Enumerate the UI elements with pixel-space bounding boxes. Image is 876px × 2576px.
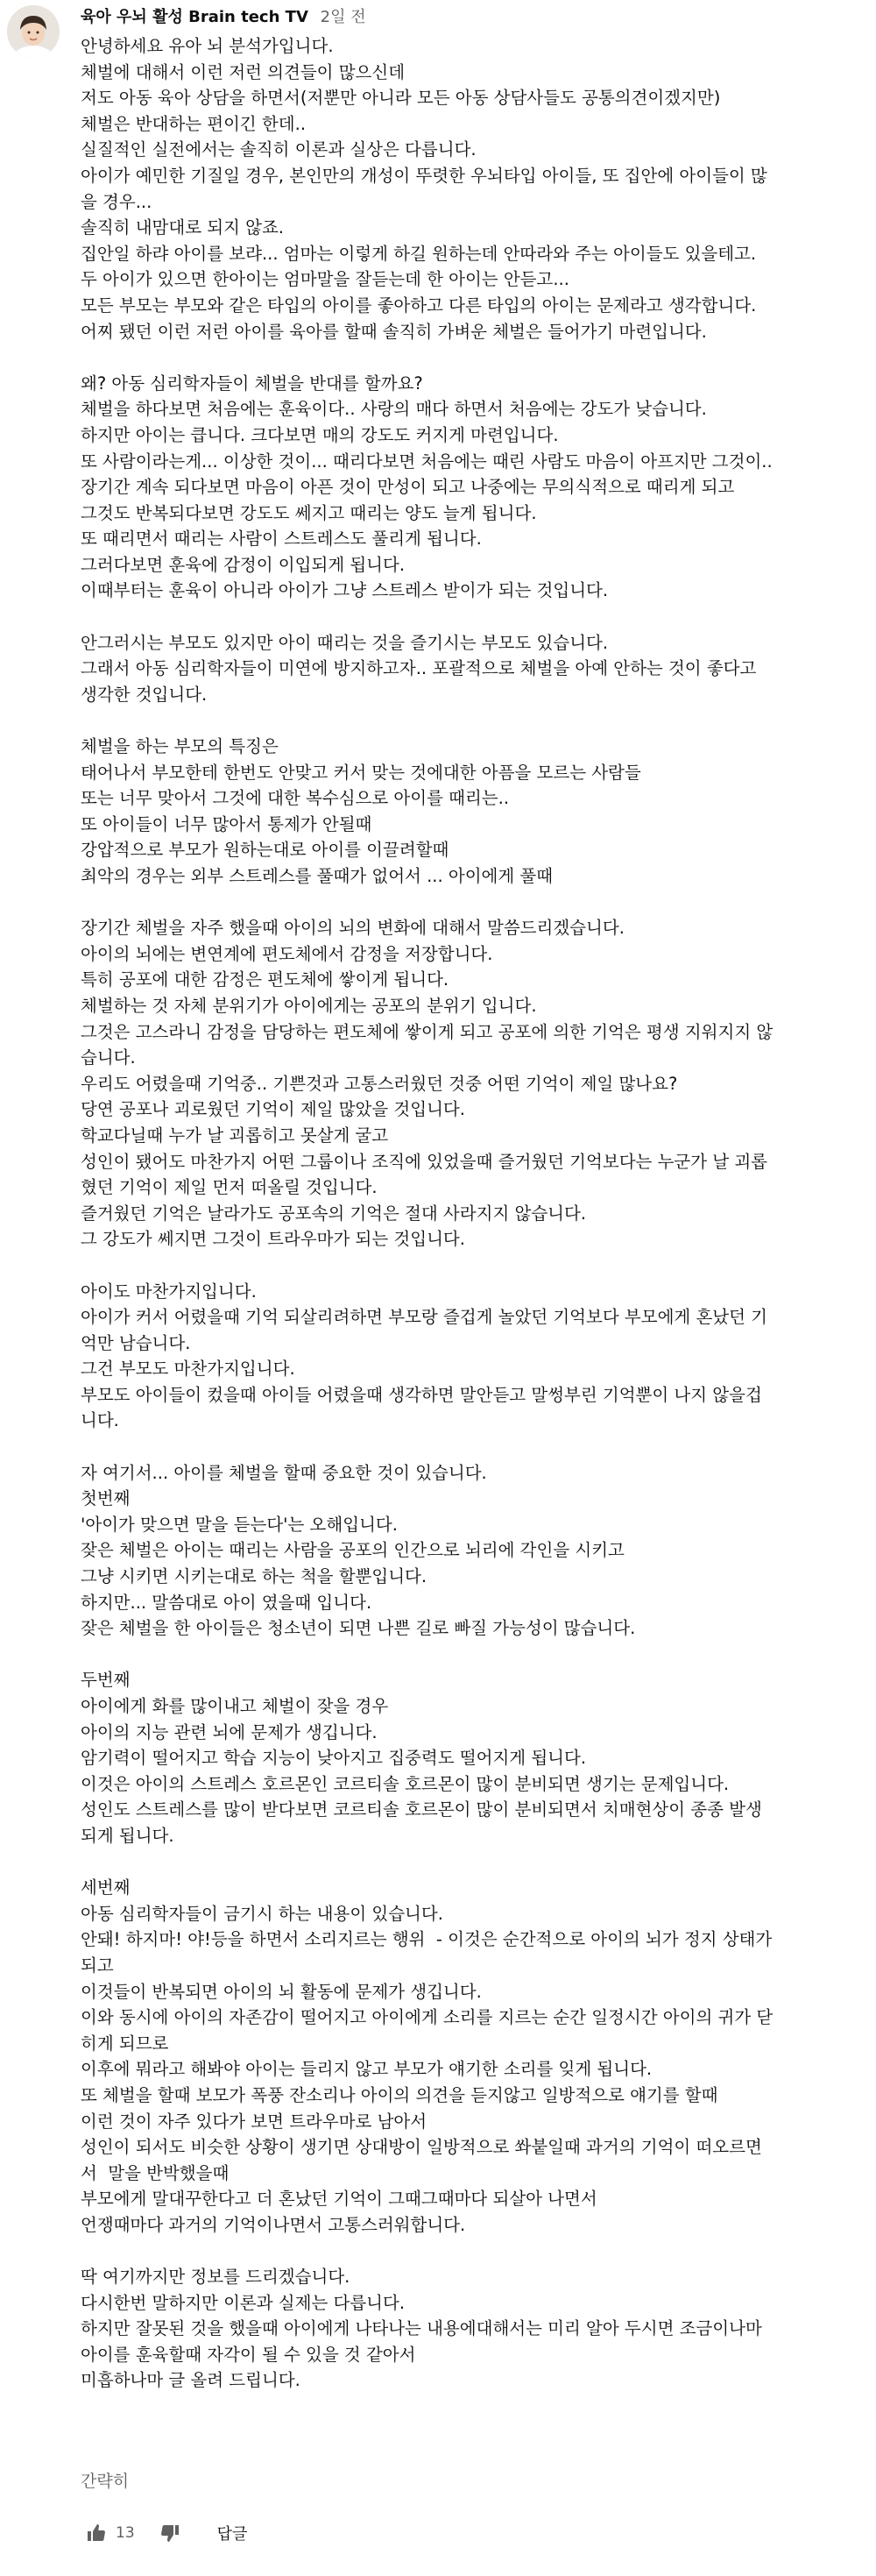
comment-paragraph bbox=[81, 1460, 869, 1642]
comment-paragraph bbox=[81, 630, 869, 708]
comment-line: 또 사람이라는게... 이상한 것이... 때리다보면 처음에는 때린 사람도 마음이 아프지만 그것이.. bbox=[81, 451, 773, 472]
comment-line: 딱 여기까지만 정보를 드리겠습니다. bbox=[81, 2267, 350, 2288]
comment-line: 부모에게 말대꾸한다고 더 혼났던 기억이 그때그때마다 되살아 나면서 bbox=[81, 2189, 597, 2210]
comment-line: 두 아이가 있으면 한아이는 엄마말을 잘듣는데 한 아이는 안듣고... bbox=[81, 269, 569, 290]
comment-line: 그것은 고스라니 감정을 담당하는 편도체에 쌓이게 되고 공포에 의한 기억은 평생 지워지지 않 bbox=[81, 1021, 774, 1042]
comment-line: 두번째 bbox=[81, 1670, 131, 1691]
comment-line: 또 때리면서 때리는 사람이 스트레스도 풀리게 됩니다. bbox=[81, 529, 482, 550]
comment-paragraph bbox=[81, 33, 869, 344]
comment-line: 아이도 마찬가지입니다. bbox=[81, 1281, 257, 1302]
comment-line: 장기간 체벌을 자주 했을때 아이의 뇌의 변화에 대해서 말씀드리겠습니다. bbox=[81, 918, 625, 939]
comment-line: 태어나서 부모한테 한번도 안맞고 커서 맞는 것에대한 아픔을 모르는 사람들 bbox=[81, 762, 641, 783]
comment-line: 이런 것이 자주 있다가 보면 트라우마로 남아서 bbox=[81, 2111, 427, 2132]
comment-line: 자 여기서... 아이를 체벌을 할때 중요한 것이 있습니다. bbox=[81, 1462, 487, 1483]
comment-header bbox=[81, 5, 366, 30]
thumbs-down-icon bbox=[159, 2523, 180, 2544]
comment-line: 아이의 지능 관련 뇌에 문제가 생깁니다. bbox=[81, 1721, 378, 1742]
comment-line: 체벌에 대해서 이런 저런 의견들이 많으신데 bbox=[81, 61, 406, 82]
comment-line: 그냥 시키면 시키는대로 하는 척을 할뿐입니다. bbox=[81, 1566, 427, 1587]
comment-toolbar bbox=[81, 2517, 247, 2549]
comment-line: 체벌을 하는 부모의 특징은 bbox=[81, 736, 279, 757]
comment-line: 장기간 계속 되다보면 마음이 아픈 것이 만성이 되고 나중에는 무의식적으로 때리게 되고 bbox=[81, 477, 735, 498]
comment-line: 을 경우... bbox=[81, 191, 152, 212]
comment-line: 히게 되므로 bbox=[81, 2033, 169, 2054]
comment-time[interactable]: 2일 전 bbox=[320, 8, 366, 26]
comment-line: 아이에게 화를 많이내고 체벌이 잦을 경우 bbox=[81, 1696, 389, 1716]
comment-line: 생각한 것입니다. bbox=[81, 684, 208, 705]
comment-line: 이것은 아이의 스트레스 호르몬인 코르티솔 호르몬이 많이 분비되면 생기는 문제입니다. bbox=[81, 1773, 730, 1794]
comment-paragraph bbox=[81, 1875, 869, 2238]
comment-line: 억만 남습니다. bbox=[81, 1332, 191, 1353]
comment-line: 안그러시는 부모도 있지만 아이 때리는 것을 즐기시는 부모도 있습니다. bbox=[81, 632, 609, 653]
comment-line: 즐거웠던 기억은 날라가도 공포속의 기억은 절대 사라지지 않습니다. bbox=[81, 1203, 587, 1224]
comment-line: 하지만... 말씀대로 아이 였을때 입니다. bbox=[81, 1592, 372, 1613]
comment-line: 강압적으로 부모가 원하는대로 아이를 이끌려할때 bbox=[81, 840, 449, 861]
comment-line: 니다. bbox=[81, 1410, 119, 1431]
comment-line: 성인이 됐어도 마찬가지 어떤 그룹이나 조직에 있었을때 즐거웠던 기억보다는 누군가 날 괴롭 bbox=[81, 1151, 767, 1172]
author-name[interactable]: 육아 우뇌 활성 Brain tech TV bbox=[81, 8, 308, 26]
comment-line: 되게 됩니다. bbox=[81, 1825, 174, 1846]
comment-line: 또는 너무 맞아서 그것에 대한 복수심으로 아이를 때리는.. bbox=[81, 788, 510, 809]
comment-line: 아이를 훈육할때 자각이 될 수 있을 것 같아서 bbox=[81, 2344, 416, 2365]
comment-line: 성인이 되서도 비슷한 상황이 생기면 상대방이 일방적으로 쏴붙일때 과거의 기억이 떠오르면 bbox=[81, 2137, 762, 2158]
comment-paragraph bbox=[81, 1667, 869, 1849]
comment-line: 아이가 커서 어렸을때 기억 되살리려하면 부모랑 즐겁게 놀았던 기억보다 부모에게 혼났던 기 bbox=[81, 1307, 767, 1328]
comment-line: 암기력이 떨어지고 학습 지능이 낮아지고 집중력도 떨어지게 됩니다. bbox=[81, 1748, 587, 1769]
like-count: 13 bbox=[116, 2524, 135, 2542]
comment-line: 특히 공포에 대한 감정은 편도체에 쌓이게 됩니다. bbox=[81, 969, 449, 990]
comment-line: 안돼! 하지마! 야!등을 하면서 소리지르는 행위 - 이것은 순간적으로 아이의 뇌가 정지 상태가 bbox=[81, 1929, 773, 1950]
comment-line: 잦은 체벌은 아이는 때리는 사람을 공포의 인간으로 뇌리에 각인을 시키고 bbox=[81, 1540, 625, 1561]
comment-line: 그러다보면 훈육에 감정이 이입되게 됩니다. bbox=[81, 554, 406, 575]
comment-line: 솔직히 내맘대로 되지 않죠. bbox=[81, 217, 285, 238]
comment-line: 혔던 기억이 제일 먼저 떠올릴 것입니다. bbox=[81, 1177, 378, 1198]
thumbs-up-icon bbox=[86, 2523, 107, 2544]
comment-paragraph bbox=[81, 2264, 869, 2394]
comment-line: 첫번째 bbox=[81, 1488, 131, 1509]
comment-line: 다시한번 말하지만 이론과 실제는 다릅니다. bbox=[81, 2292, 406, 2313]
comment-line: 안녕하세요 유아 뇌 분석가입니다. bbox=[81, 36, 334, 56]
comment-line: 부모도 아이들이 컸을때 아이들 어렸을때 생각하면 말안듣고 말썽부린 기억뿐이 나지 않을겁 bbox=[81, 1384, 762, 1405]
comment-paragraph bbox=[81, 915, 869, 1253]
comment-line: 습니다. bbox=[81, 1047, 136, 1068]
comment-line: 학교다닐때 누가 날 괴롭히고 못살게 굴고 bbox=[81, 1125, 389, 1146]
comment-line: 체벌을 하다보면 처음에는 훈육이다.. 사랑의 매다 하면서 처음에는 강도가 낮습니다. bbox=[81, 399, 707, 420]
comment-line: 우리도 어렸을때 기억중.. 기쁜것과 고통스러웠던 것중 어떤 기억이 제일 많나요? bbox=[81, 1073, 678, 1094]
comment-line: 성인도 스트레스를 많이 받다보면 코르티솔 호르몬이 많이 분비되면서 치매현상이 종종 발생 bbox=[81, 1799, 762, 1820]
comment-line: 체벌하는 것 자체 분위기가 아이에게는 공포의 분위기 입니다. bbox=[81, 995, 537, 1016]
comment-line: 당연 공포나 괴로웠던 기억이 제일 많았을 것입니다. bbox=[81, 1099, 465, 1120]
comment-line: 하지만 잘못된 것을 했을때 아이에게 나타나는 내용에대해서는 미리 알아 두시면 조금이나마 bbox=[81, 2318, 762, 2339]
comment-line: 이후에 뭐라고 해봐야 아이는 들리지 않고 부모가 얘기한 소리를 잊게 됩니다. bbox=[81, 2059, 653, 2080]
comment-line: 언쟁때마다 과거의 기억이나면서 고통스러워합니다. bbox=[81, 2214, 466, 2235]
reply-button[interactable]: 답글 bbox=[216, 2525, 248, 2544]
comment-line: 또 아이들이 너무 많아서 통제가 안될때 bbox=[81, 813, 372, 834]
comment-line: 서 말을 반박했을때 bbox=[81, 2162, 230, 2183]
comment-line: '아이가 맞으면 말을 듣는다'는 오해입니다. bbox=[81, 1514, 398, 1535]
comment-line: 이와 동시에 아이의 자존감이 떨어지고 아이에게 소리를 지르는 순간 일정시간 아이의 귀가 닫 bbox=[81, 2007, 774, 2028]
comment-line: 집안일 하랴 아이를 보랴... 엄마는 이렇게 하길 원하는데 안따라와 주는 아이들도 있을테고. bbox=[81, 243, 757, 264]
comment-line: 그것도 반복되다보면 강도도 쎄지고 때리는 양도 늘게 됩니다. bbox=[81, 502, 537, 523]
comment-line: 되고 bbox=[81, 1955, 114, 1976]
comment-line: 아이의 뇌에는 변연계에 편도체에서 감정을 저장합니다. bbox=[81, 943, 493, 964]
comment-line: 그건 부모도 마찬가지입니다. bbox=[81, 1359, 295, 1380]
avatar[interactable] bbox=[7, 5, 60, 58]
comment-line: 그래서 아동 심리학자들이 미연에 방지하고자.. 포괄적으로 체벌을 아예 안하는 것이 좋다고 bbox=[81, 658, 757, 679]
comment-line: 또 체벌을 할때 보모가 폭풍 잔소리나 아이의 의견을 듣지않고 일방적으로 얘기를 할때 bbox=[81, 2084, 718, 2105]
avatar-icon bbox=[7, 5, 60, 58]
comment-line: 저도 아동 육아 상담을 하면서(저뿐만 아니라 모든 아동 상담사들도 공통의견이겠지만) bbox=[81, 88, 721, 109]
comment-line: 실질적인 실전에서는 솔직히 이론과 실상은 다릅니다. bbox=[81, 139, 477, 160]
dislike-button[interactable] bbox=[154, 2517, 186, 2549]
comment-paragraph bbox=[81, 734, 869, 890]
comment-line: 체벌은 반대하는 편이긴 한데.. bbox=[81, 113, 307, 134]
comment-line: 미흡하나마 글 올려 드립니다. bbox=[81, 2370, 300, 2391]
comment-line: 최악의 경우는 외부 스트레스를 풀때가 없어서 ... 아이에게 풀때 bbox=[81, 866, 554, 886]
comment-line: 어찌 됐던 이런 저런 아이를 육아를 할때 솔직히 가벼운 체벌은 들어가기 마련입니다. bbox=[81, 321, 707, 342]
comment-line: 왜? 아동 심리학자들이 체벌을 반대를 할까요? bbox=[81, 373, 423, 394]
comment-line: 아동 심리학자들이 금기시 하는 내용이 있습니다. bbox=[81, 1903, 443, 1924]
comment-paragraph bbox=[81, 1279, 869, 1435]
like-button[interactable] bbox=[81, 2517, 112, 2549]
comment-body bbox=[81, 33, 869, 2394]
comment-line: 모든 부모는 부모와 같은 타입의 아이를 좋아하고 다른 타입의 아이는 문제라고 생각합니다. bbox=[81, 295, 757, 316]
collapse-button[interactable]: 간략히 bbox=[81, 2472, 130, 2491]
comment-line: 세번째 bbox=[81, 1877, 131, 1898]
comment-line: 하지만 아이는 큽니다. 크다보면 매의 강도도 커지게 마련입니다. bbox=[81, 424, 559, 445]
comment-paragraph bbox=[81, 371, 869, 604]
comment-line: 아이가 예민한 기질일 경우, 본인만의 개성이 뚜렷한 우뇌타입 아이들, 또 집안에 아이들이 많 bbox=[81, 165, 767, 186]
comment-line: 잦은 체벌을 한 아이들은 청소년이 되면 나쁜 길로 빠질 가능성이 많습니다. bbox=[81, 1618, 636, 1639]
comment-line: 이것들이 반복되면 아이의 뇌 활동에 문제가 생깁니다. bbox=[81, 1981, 482, 2002]
comment-line: 그 강도가 쎄지면 그것이 트라우마가 되는 것입니다. bbox=[81, 1229, 465, 1250]
comment-line: 이때부터는 훈육이 아니라 아이가 그냥 스트레스 받이가 되는 것입니다. bbox=[81, 580, 609, 601]
